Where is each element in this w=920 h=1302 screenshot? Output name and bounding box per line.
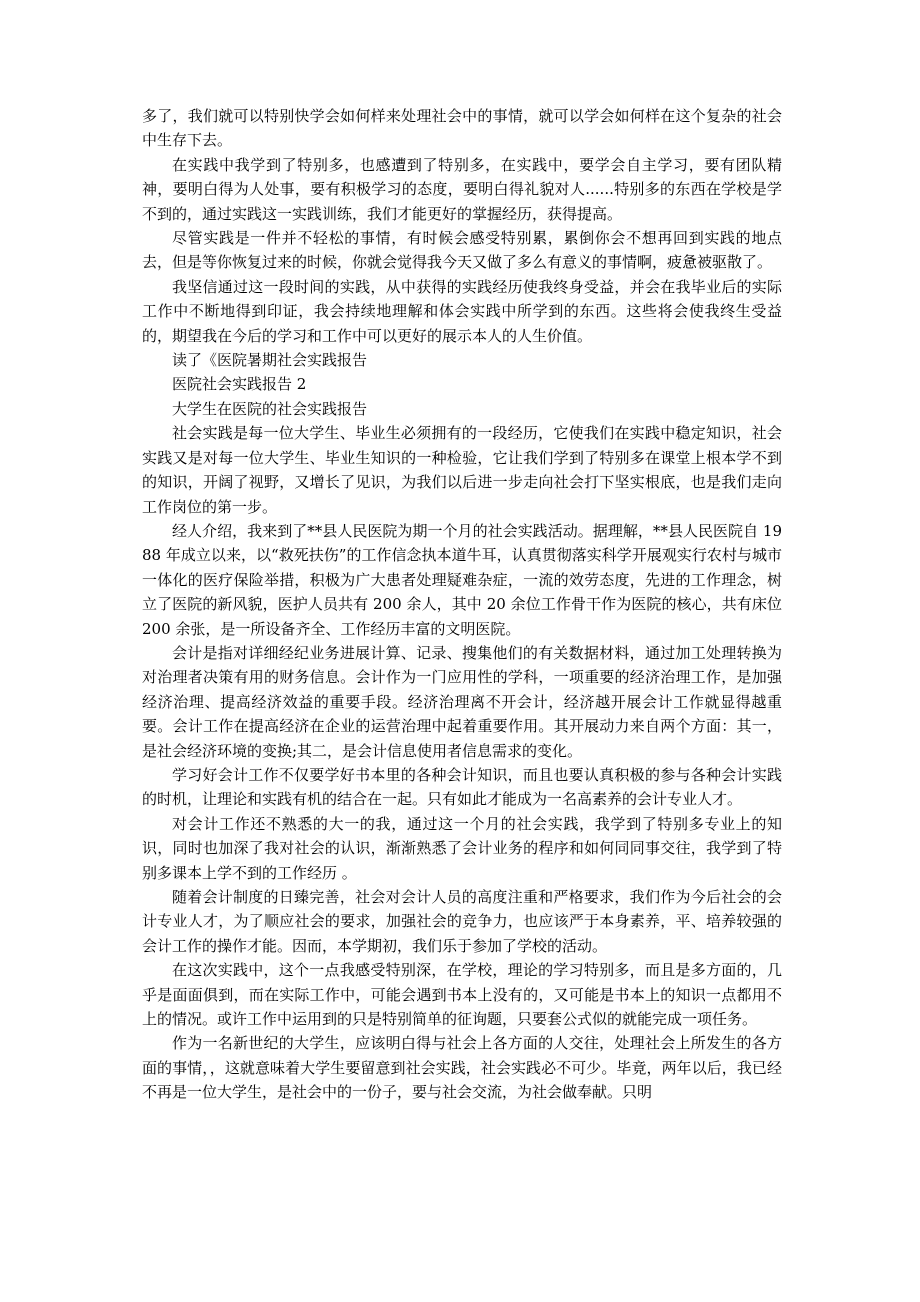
paragraph-9: 经人介绍，我来到了**县人民医院为期一个月的社会实践活动。据理解，**县人民医院自 1988 年成立以来，以“救死扶伤”的工作信念执本道牛耳，认真贯彻落实科学开展观实行农村与城市一体化的医疗保险举措，积极为广大患者处理疑难杂症，一流的效劳态度，先进的工作理念，树立了医院的新风貌，医护人员共有 200 余人，其中 20 余位工作骨干作为医院的核心，共有床位 200 余张，是一所设备齐全、工作经历丰富的文明医院。 [142,521,782,638]
paragraph-3: 尽管实践是一件并不轻松的事情，有时候会感受特别累，累倒你会不想再回到实践的地点去，但是等你恢复过来的时候，你就会觉得我今天又做了多么有意义的事情啊，疲惫被驱散了。 [142,229,782,272]
paragraph-11: 学习好会计工作不仅要学好书本里的各种会计知识，而且也要认真积极的参与各种会计实践的时机，让理论和实践有机的结合在一起。只有如此才能成为一名高素养的会计专业人才。 [142,765,782,809]
document-page [142,104,782,1105]
paragraph-13: 随着会计制度的日臻完善，社会对会计人员的高度注重和严格要求，我们作为今后社会的会计专业人才，为了顺应社会的要求，加强社会的竞争力，也应该严于本身素养，平、培养较强的会计工作的操作才能。因而，本学期初，我们乐于参加了学校的活动。 [142,888,782,955]
paragraph-5: 读了《医院暑期社会实践报告 [172,351,368,370]
paragraph-8: 社会实践是每一位大学生、毕业生必须拥有的一段经历，它使我们在实践中稳定知识，社会实践又是对每一位大学生、毕业生知识的一种检验，它让我们学到了特别多在课堂上根本学不到的知识，开阔了视野，又增长了见识，为我们以后进一步走向社会打下坚实根底，也是我们走向工作岗位的第一步。 [142,424,782,516]
paragraph-2: 在实践中我学到了特别多，也感遭到了特别多，在实践中，要学会自主学习，要有团队精神，要明白得为人处事，要有积极学习的态度，要明白得礼貌对人......特别多的东西在学校是学不到的，通过实践这一实践训练，我们才能更好的掌握经历，获得提高。 [142,155,782,223]
section-heading: 医院社会实践报告 2 [172,375,307,394]
paragraph-15: 作为一名新世纪的大学生，应该明白得与社会上各方面的人交往，处理社会上所发生的各方面的事情，，这就意味着大学生要留意到社会实践，社会实践必不可少。毕竟，两年以后，我已经不再是一位大学生，是社会中的一份子，要与社会交流，为社会做奉献。只明 [142,1034,782,1102]
report-title: 大学生在医院的社会实践报告 [172,399,368,418]
paragraph-4: 我坚信通过这一段时间的实践，从中获得的实践经历使我终身受益，并会在我毕业后的实际工作中不断地得到印证，我会持续地理解和体会实践中所学到的东西。这些将会使我终生受益的，期望我在今后的学习和工作中可以更好的展示本人的人生价值。 [142,277,782,345]
paragraph-1: 多了，我们就可以特别快学会如何样来处理社会中的事情，就可以学会如何样在这个复杂的社会中生存下去。 [142,107,782,150]
paragraph-14: 在这次实践中，这个一点我感受特别深，在学校，理论的学习特别多，而且是多方面的，几乎是面面俱到，而在实际工作中，可能会遇到书本上没有的，又可能是书本上的知识一点都用不上的情况。或许工作中运用到的只是特别简单的征询题，只要套公式似的就能完成一项任务。 [142,961,782,1029]
paragraph-10: 会计是指对详细经纪业务进展计算、记录、搜集他们的有关数据材料，通过加工处理转换为对治理者决策有用的财务信息。会计作为一门应用性的学科，一项重要的经济治理工作，是加强经济治理、提高经济效益的重要手段。经济治理离不开会计，经济越开展会计工作就显得越重要。会计工作在提高经济在企业的运营治理中起着重要作用。其开展动力来自两个方面：其一，是社会经济环境的变换;其二，是会计信息使用者信息需求的变化。 [142,643,782,760]
paragraph-12: 对会计工作还不熟悉的大一的我，通过这一个月的社会实践，我学到了特别多专业上的知识，同时也加深了我对社会的认识，渐渐熟悉了会计业务的程序和如何同同事交往，我学到了特别多课本上学不到的工作经历 。 [142,814,782,882]
